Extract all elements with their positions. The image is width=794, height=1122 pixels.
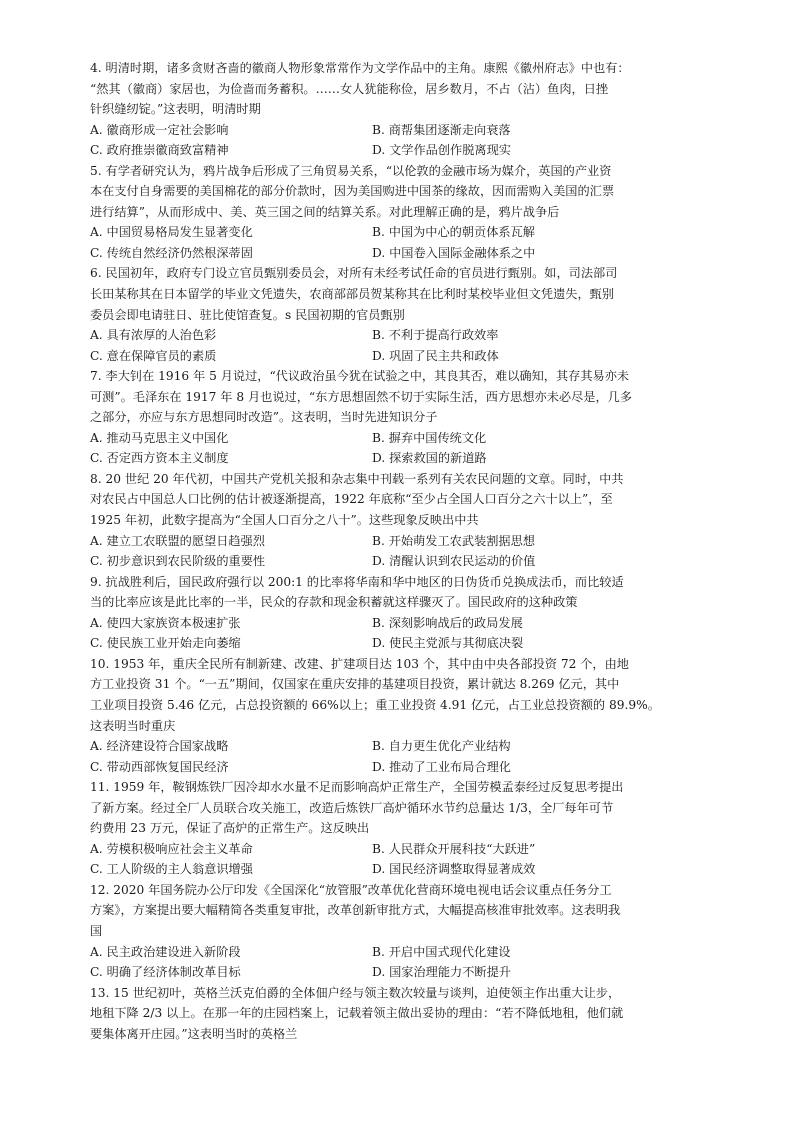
question-stem-line: 了新方案。经过全厂人员联合攻关施工，改造后炼铁厂高炉循环水节约总量达 1/3，全厂每年可节 <box>90 800 614 815</box>
answer-option-a: A. 劳模积极响应社会主义革命 <box>90 841 253 856</box>
answer-option-a: A. 中国贸易格局发生显著变化 <box>90 225 253 240</box>
answer-option-d: D. 中国卷入国际金融体系之中 <box>372 245 536 260</box>
question-10 <box>90 654 710 777</box>
answer-option-b: B. 开启中国式现代化建设 <box>372 944 511 959</box>
question-stem-line: 要集体离开庄园。”这表明当时的英格兰 <box>90 1026 298 1041</box>
answer-option-c: C. 初步意识到农民阶级的重要性 <box>90 554 266 569</box>
question-stem-line: 12. 2020 年国务院办公厅印发《全国深化“放管服”改革优化营商环境电视电话会议重点任务分工 <box>90 882 612 897</box>
answer-option-b: B. 自力更生优化产业结构 <box>372 739 511 754</box>
answer-options <box>90 613 710 654</box>
question-13 <box>90 983 710 1045</box>
question-stem-line: 进行结算”，从而形成中、美、英三国之间的结算关系。对此理解正确的是，鸦片战争后 <box>90 204 560 219</box>
answer-option-a: A. 建立工农联盟的愿望日趋强烈 <box>90 533 265 548</box>
question-stem-line: 约费用 23 万元，保证了高炉的正常生产。这反映出 <box>90 821 370 836</box>
answer-option-b: B. 不利于提高行政效率 <box>372 328 499 343</box>
answer-option-b: B. 开始萌发工农武装割据思想 <box>372 533 535 548</box>
answer-option-c: C. 否定西方资本主义制度 <box>90 451 229 466</box>
answer-option-b: B. 中国为中心的朝贡体系瓦解 <box>372 225 535 240</box>
question-stem-line: 8. 20 世纪 20 年代初，中国共产党机关报和杂志集中刊载一系列有关农民问题的文章。同时，中共 <box>90 471 624 486</box>
question-11 <box>90 777 710 880</box>
question-stem-line: 对农民占中国总人口比例的估计被逐渐提高，1922 年底称“至少占全国人口百分之六十以上”，至 <box>90 492 613 507</box>
answer-option-a: A. 经济建设符合国家战略 <box>90 739 229 754</box>
question-stem-line: 国 <box>90 923 103 938</box>
answer-options <box>90 325 710 366</box>
answer-option-d: D. 使民主党派与其彻底决裂 <box>372 636 524 651</box>
answer-option-b: B. 深刻影响战后的政局发展 <box>372 615 523 630</box>
answer-option-d: D. 巩固了民主共和政体 <box>372 348 499 363</box>
answer-option-b: B. 摒弃中国传统文化 <box>372 430 487 445</box>
answer-options <box>90 531 710 572</box>
answer-option-c: C. 带动西部恢复国民经济 <box>90 759 229 774</box>
answer-option-d: D. 文学作品创作脱离现实 <box>372 143 511 158</box>
exam-page <box>90 58 710 1044</box>
answer-option-c: C. 政府推崇徽商致富精神 <box>90 143 229 158</box>
question-stem-line: 针织缝纫锭。”这表明，明清时期 <box>90 102 261 117</box>
answer-option-c: C. 明确了经济体制改革目标 <box>90 965 241 980</box>
question-stem-line: 本在支付自身需要的美国棉花的部分价款时，因为美国购进中国茶的缘故，因而需购入美国的汇票 <box>90 184 615 199</box>
answer-options <box>90 736 710 777</box>
question-stem-line: 之部分，亦应与东方思想同时改造”。这表明，当时先进知识分子 <box>90 410 438 425</box>
question-5 <box>90 161 710 264</box>
question-8 <box>90 469 710 572</box>
question-12 <box>90 880 710 983</box>
question-stem-line: 4. 明清时期，诸多贪财吝啬的徽商人物形象常常作为文学作品中的主角。康熙《徽州府志》中也有： <box>90 61 630 75</box>
answer-option-d: D. 推动了工业布局合理化 <box>372 759 511 774</box>
question-stem-line: 11. 1959 年，鞍钢炼铁厂因冷却水水量不足而影响高炉正常生产，全国劳模孟泰经过反复思考提出 <box>90 780 624 795</box>
question-9 <box>90 572 710 654</box>
question-stem-line: 6. 民国初年，政府专门设立官员甄别委员会，对所有未经考试任命的官员进行甄别。如，司法部司 <box>90 266 618 281</box>
question-stem-line: 10. 1953 年，重庆全民所有制新建、改建、扩建项目达 103 个，其中由中央各部投资 72 个，由地 <box>90 656 629 671</box>
question-stem-line: 地租下降 2/3 以上。在那一年的庄园档案上，记载着领主做出妥协的理由：“若不降低地租，他们就 <box>90 1006 624 1021</box>
answer-option-d: D. 清醒认识到农民运动的价值 <box>372 554 536 569</box>
answer-options <box>90 942 710 983</box>
answer-option-c: C. 传统自然经济仍然根深蒂固 <box>90 245 253 260</box>
question-6 <box>90 263 710 366</box>
answer-option-d: D. 国家治理能力不断提升 <box>372 965 511 980</box>
answer-options <box>90 839 710 880</box>
answer-options <box>90 428 710 469</box>
question-stem-line: “然其（徽商）家居也，为俭啬而务蓄积。……女人犹能称俭，居乡数月，不占（沾）鱼肉，日挫 <box>90 81 609 96</box>
answer-option-b: B. 商帮集团逐渐走向衰落 <box>372 122 511 137</box>
question-stem-line: 这表明当时重庆 <box>90 718 176 733</box>
question-stem-line: 1925 年初，此数字提高为“全国人口百分之八十”。这些现象反映出中共 <box>90 513 479 528</box>
question-stem-line: 9. 抗战胜利后，国民政府强行以 200:1 的比率将华南和华中地区的日伪货币兑换成法币，而比较适 <box>90 574 624 589</box>
answer-option-b: B. 人民群众开展科技“大跃进” <box>372 841 536 856</box>
answer-options <box>90 120 710 161</box>
answer-option-a: A. 具有浓厚的人治色彩 <box>90 328 217 343</box>
question-stem-line: 委员会即电请驻日、驻比使馆查复。s 民国初期的官员甄别 <box>90 307 405 322</box>
question-stem-line: 工业项目投资 5.46 亿元，占总投资额的 66%以上；重工业投资 4.91 亿元，占工业总投资额的 89.9%。 <box>90 697 660 712</box>
answer-option-a: A. 使四大家族资本极速扩张 <box>90 615 241 630</box>
answer-option-a: A. 民主政治建设进入新阶段 <box>90 944 241 959</box>
answer-option-a: A. 推动马克思主义中国化 <box>90 430 229 445</box>
question-stem-line: 长田某称其在日本留学的毕业文凭遗失，农商部部员贺某称其在比利时某校毕业但文凭遗失，甄别 <box>90 287 615 302</box>
question-stem-line: 可测”。毛泽东在 1917 年 8 月也说过，“东方思想固然不切于实际生活，西方思想亦未必尽是，几多 <box>90 389 633 404</box>
question-stem-line: 13. 15 世纪初叶，英格兰沃克伯爵的全体佃户经与领主数次较量与谈判，迫使领主作出重大让步， <box>90 985 621 1000</box>
question-stem-line: 当的比率应该是此比率的一半，民众的存款和现金积蓄就这样骤灭了。国民政府的这种政策 <box>90 595 578 610</box>
answer-option-c: C. 工人阶级的主人翁意识增强 <box>90 862 253 877</box>
answer-option-d: D. 国民经济调整取得显著成效 <box>372 862 536 877</box>
question-stem-line: 方案》，方案提出要大幅精简各类重复审批，改革创新审批方式，大幅提高核准审批效率。这表明我 <box>90 903 621 918</box>
question-stem-line: 7. 李大钊在 1916 年 5 月说过，“代议政治虽今犹在试验之中，其良其否，难以确知，其存其易亦未 <box>90 369 630 384</box>
answer-options <box>90 222 710 263</box>
question-stem-line: 方工业投资 31 个。“一五”期间，仅国家在重庆安排的基建项目投资，累计就达 8.269 亿元，其中 <box>90 677 620 692</box>
answer-option-a: A. 徽商形成一定社会影响 <box>90 122 229 137</box>
question-stem-line: 5. 有学者研究认为，鸦片战争后形成了三角贸易关系，“以伦敦的金融市场为媒介，英国的产业资 <box>90 163 612 178</box>
question-4 <box>90 58 710 161</box>
answer-option-c: C. 意在保障官员的素质 <box>90 348 217 363</box>
question-7 <box>90 366 710 469</box>
answer-option-c: C. 使民族工业开始走向萎缩 <box>90 636 241 651</box>
answer-option-d: D. 探索救国的新道路 <box>372 451 487 466</box>
